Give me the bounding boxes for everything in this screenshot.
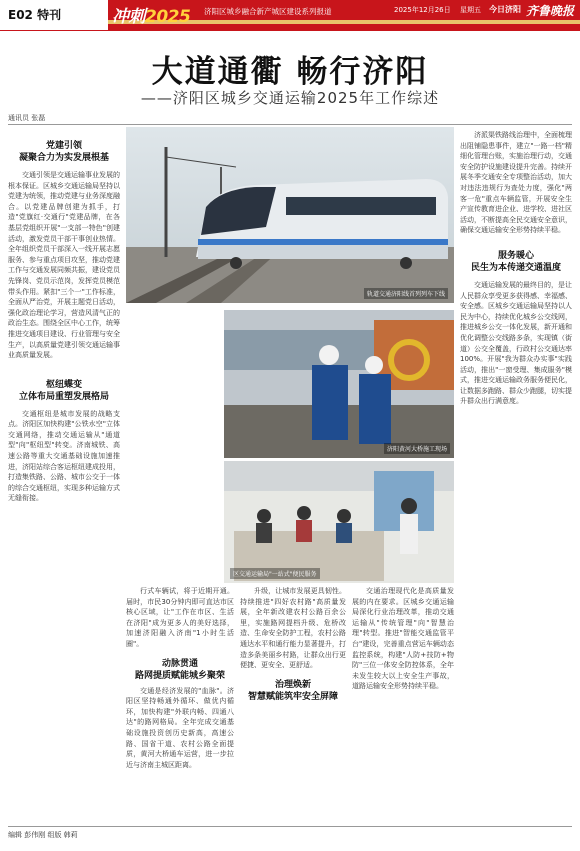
section-heading: 服务暖心 民生为本传递交通温度 [470, 250, 561, 273]
article-paragraph: 交通枢纽是城市发展的战略支点。济阳区加快构建"公铁水空"立体交通网络，推动交通运输从"通道型"向"枢纽型"转变。济南城铁、高速公路等重大交通基础设施加速推进，济阳站综合客运枢纽建成投用，打造集铁路、公路、城市公交于一体的综合交通枢纽，实现多种运输方式无缝衔接。 [8, 409, 120, 503]
column-3b [352, 586, 454, 822]
issue-weekday: 星期五 [460, 6, 481, 14]
article-paragraph: 行式车辆试，将于近期开通。届时，市民30分钟内即可直达市区核心区域，让"工作在市区、生活在济阳"成为更多人的美好选择，加速济阳融入济南"1小时生活圈"。 [126, 587, 234, 648]
photo-caption: 区交通运输局"一站式"便民服务 [230, 568, 320, 579]
photo-caption: 轨道交通济阳线首列列车下线 [364, 288, 448, 299]
train-photo [126, 127, 454, 303]
banner-subtitle: 济阳区城乡融合新产城区建设系列报道 [204, 7, 332, 16]
banner-brand [112, 2, 190, 27]
header-rule [0, 30, 580, 31]
service-hall-illustration [224, 461, 454, 583]
article-paragraph: 济派渠铁路线治理中，全面梳理出阻铺隐患事件，建立"一路一档"精细化管理台账，实施治理行动，交通安全防护设施建设提升完善。持续开展冬季交通安全专项整治活动，加大对违法违规行为查处力度，强化"两客一危"重点车辆监管，开展安全生产宣传教育进企业、进学校、进社区活动，不断提高全民交通安全意识，确保交通运输安全形势持续平稳。 [460, 131, 572, 235]
brand-year: 2025 [145, 7, 191, 27]
photo-caption: 济阳黄河大桥施工现场 [384, 443, 450, 454]
article-paragraph: 交通是经济发展的"血脉"。济阳区坚持畅通外循环、做优内循环，加快构建"外联内畅、四通八达"的路网格局。全年完成交通基础设施投资创历史新高，高速公路、国省干道、农村公路全面提质，黄河大桥通车运营，进一步拉近与济南主城区距离。 [126, 686, 234, 769]
section-heading: 党建引领 凝聚合力为实发展根基 [18, 141, 109, 163]
column-3 [240, 586, 346, 822]
brand-word: 冲刺 [112, 7, 145, 27]
article-paragraph: 交通治理现代化是高质量发展的内在要求。区城乡交通运输局深化行业治理改革，推动交通运输从"传统管理"向"智慧治理"转型。推进"智能交通监管平台"建设，完善重点营运车辆动态监控系统，构建"人防+技防+物防"三位一体安全防控体系，全年未发生较大以上安全生产事故，道路运输安全形势持续平稳。 [352, 587, 454, 691]
page-header [0, 0, 580, 30]
edition-block [8, 6, 108, 28]
article-paragraph: 交通引领是交通运输事业发展的根本保证。区城乡交通运输局坚持以党建为统领，推动党建与业务深度融合。以党建品牌创建为抓手，打造"党旗红·交通行"党建品牌，在各基层党组织开展"一支部一特色"创建活动，激发党员干部干事创业热情。全年组织党员干部深入一线开展志愿服务、参与重点项目攻坚，推动党建工作与交通发展同频共振，建设党员先锋岗、党员示范岗，发挥党员模范带头作用。紧扣"三个一"工作标准，全面从严治党，开展主题党日活动，强化政治理论学习，营造风清气正的政治生态。围绕全区中心工作，统筹推进交通项目建设、行业管理与安全生产，以高质量党建引领交通运输事业高质量发展。 [8, 171, 120, 360]
sub-headline: ——济阳区城乡交通运输2025年工作综述 [140, 89, 440, 107]
newspaper-name: 齐鲁晚报 [526, 4, 575, 18]
headline-rule [8, 124, 572, 125]
section-name: 今日济阳 [489, 5, 521, 14]
footer-rule [8, 826, 572, 827]
column-2-text [126, 586, 234, 822]
section-banner [108, 0, 580, 30]
section-heading: 治理焕新 智慧赋能筑牢安全屏障 [247, 679, 338, 702]
column-1 [8, 130, 120, 822]
issue-date: 2025年12月26日 [394, 6, 451, 14]
main-headline: 大道通衢 畅行济阳 [151, 54, 429, 90]
article-paragraph: 升级，让城市发展更具韧性。持续推进"四好农村路"高质量发展，全年新改建农村公路百余公里，实施路网提档升级、危桥改造、生命安全防护工程，农村公路通达水平和通行能力显著提升，打造多条美丽乡村路，让群众出行更便捷、更安全、更舒适。 [240, 587, 346, 670]
column-4 [460, 130, 572, 822]
section-heading: 动脉贯通 路网提质赋能城乡聚荣 [134, 658, 225, 681]
edition-label: E02 特刊 [8, 8, 62, 22]
section-heading: 枢纽蝶变 立体布局重塑发展格局 [18, 379, 109, 402]
service-hall-photo [224, 461, 454, 583]
article-paragraph: 交通运输发展的最终目的，是让人民群众享受更多获得感、幸福感、安全感。区城乡交通运输局坚持以人民为中心，持续优化城乡公交线网，推进城乡公交一体化发展，新开通和优化调整公交线路多条，实现镇（街道）公交全覆盖，行政村公交通达率100%。开展"我为群众办实事"实践活动，推出"一窗受理、集成服务"模式，推进交通运输政务服务便民化，让数据多跑路、群众少跑腿，切实提升群众出行满意度。 [460, 280, 572, 406]
train-illustration [126, 127, 454, 303]
editor-credits: 编辑 彭伟刚 组版 韩莉 [8, 831, 78, 839]
byline: 通讯员 张磊 [8, 114, 46, 122]
bridge-construction-photo [224, 310, 454, 458]
construction-illustration [224, 310, 454, 458]
